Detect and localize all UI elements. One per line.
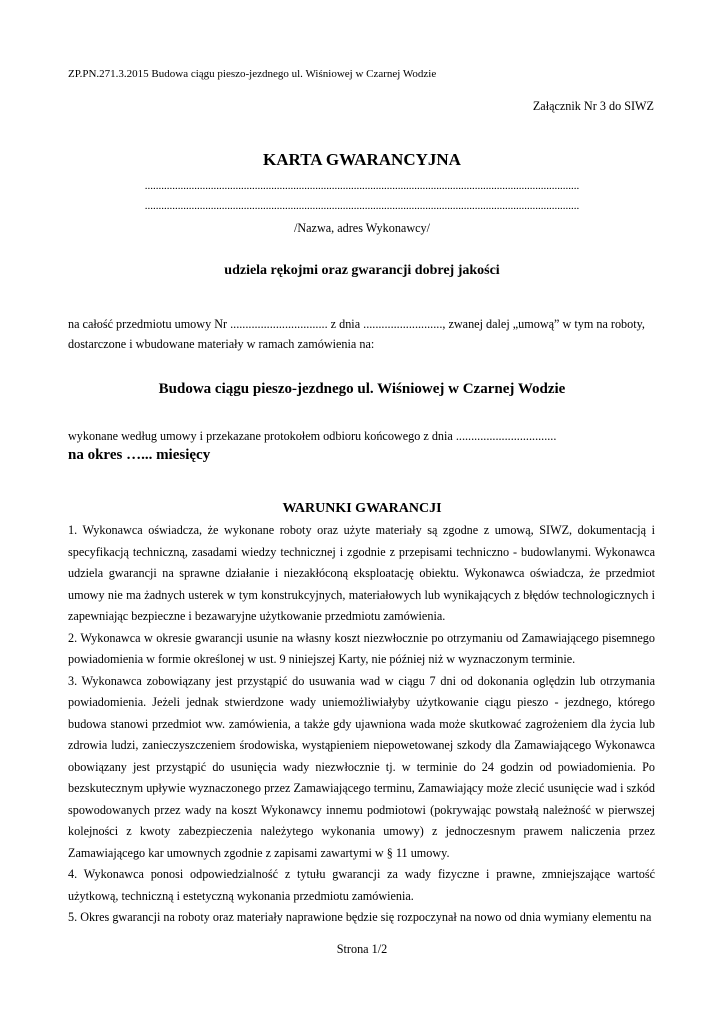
condition-item: 1. Wykonawca oświadcza, że wykonane roboty oraz użyte materiały są zgodne z umową, SIWZ, dokumentacją i specyfikacją techniczną, zasadami wiedzy technicznej i zgodnie z przepisami techniczno - budowlanymi. Wykonawca udziela gwarancji na sprawne działanie i niezakłóconą eksploatację obiektu. Wykonawca oświadcza, że przedmiot umowy nie ma żadnych usterek w tym konstrukcyjnych, materiałowych lub wynikających z błędów technologicznych i zapewniając bezpieczne i bezawaryjne użytkowanie przedmiotu zamówienia. (68, 523, 655, 623)
condition-item: 4. Wykonawca ponosi odpowiedzialność z tytułu gwarancji za wady fizyczne i prawne, zmniejszające wartość użytkową, techniczną i estetyczną wykonania przedmiotu zamówienia. (68, 867, 655, 903)
conditions-list (68, 520, 655, 929)
contractor-dots-line-1: .............................................................................................................................................................. (144, 180, 580, 192)
page-number: Strona 1/2 (336, 942, 388, 956)
condition-item: 3. Wykonawca zobowiązany jest przystąpić do usuwania wad w ciągu 7 dni od dokonania oględzin lub otrzymania powiadomienia. Jeżeli jednak stwierdzone wady uniemożliwiałyby użytkowanie ciągu pieszo - jezdnego, którego budowa stanowi przedmiot ww. zamówienia, a także gdy ujawniona wada może skutkować zagrożeniem dla życia lub zdrowia ludzi, zanieczyszczeniem środowiska, wystąpieniem niepowetowanej szkody dla Zamawiającego Wykonawca obowiązany jest przystąpić do usunięcia wady niezwłocznie tj. w terminie do 24 godzin od powiadomienia. Po bezskutecznym upływie wyznaczonego przez Zamawiającego terminu, Zamawiający może zlecić usunięcie wad i szkód spowodowanych przez wady na koszt Wykonawcy innemu podmiotowi (pokrywając powstałą należność w pierwszej kolejności z kwoty zabezpieczenia należytego wykonania umowy) z jednoczesnym prawem naliczenia przez Zamawiającego kar umownych zgodnie z zapisami zawartymi w § 11 umowy. (68, 673, 655, 860)
attachment-label: Załącznik Nr 3 do SIWZ (532, 99, 654, 113)
conditions-heading: WARUNKI GWARANCJI (282, 501, 442, 516)
condition-item: 2. Wykonawca w okresie gwarancji usunie na własny koszt niezwłocznie po otrzymaniu od Zamawiającego pisemnego powiadomienia w formie określonej w ust. 9 niniejszej Karty, nie później niż w wyznaczonym terminie. (68, 630, 655, 666)
scope-line-1: na całość przedmiotu umowy Nr ................................ z dnia .........................., zwanej dalej „umową” w tym na roboty, (68, 317, 645, 331)
condition-item: 5. Okres gwarancji na roboty oraz materiały naprawione będzie się rozpoczynał na nowo od dnia wymiany elementu na (68, 910, 652, 924)
reference-header: ZP.PN.271.3.2015 Budowa ciągu pieszo-jezdnego ul. Wiśniowej w Czarnej Wodzie (68, 68, 437, 80)
scope-line-2: dostarczone i wbudowane materiały w ramach zamówienia na: (68, 337, 375, 351)
contractor-dots-line-2: .............................................................................................................................................................. (144, 200, 580, 212)
grant-heading: udziela rękojmi oraz gwarancji dobrej jakości (224, 263, 500, 278)
warranty-period: na okres …... miesięcy (68, 447, 211, 463)
document-title: KARTA GWARANCYJNA (263, 150, 461, 169)
project-title: Budowa ciągu pieszo-jezdnego ul. Wiśniowej w Czarnej Wodzie (158, 381, 566, 397)
contractor-caption: /Nazwa, adres Wykonawcy/ (293, 221, 431, 235)
acceptance-line: wykonane według umowy i przekazane protokołem odbioru końcowego z dnia ................................. (68, 429, 557, 443)
